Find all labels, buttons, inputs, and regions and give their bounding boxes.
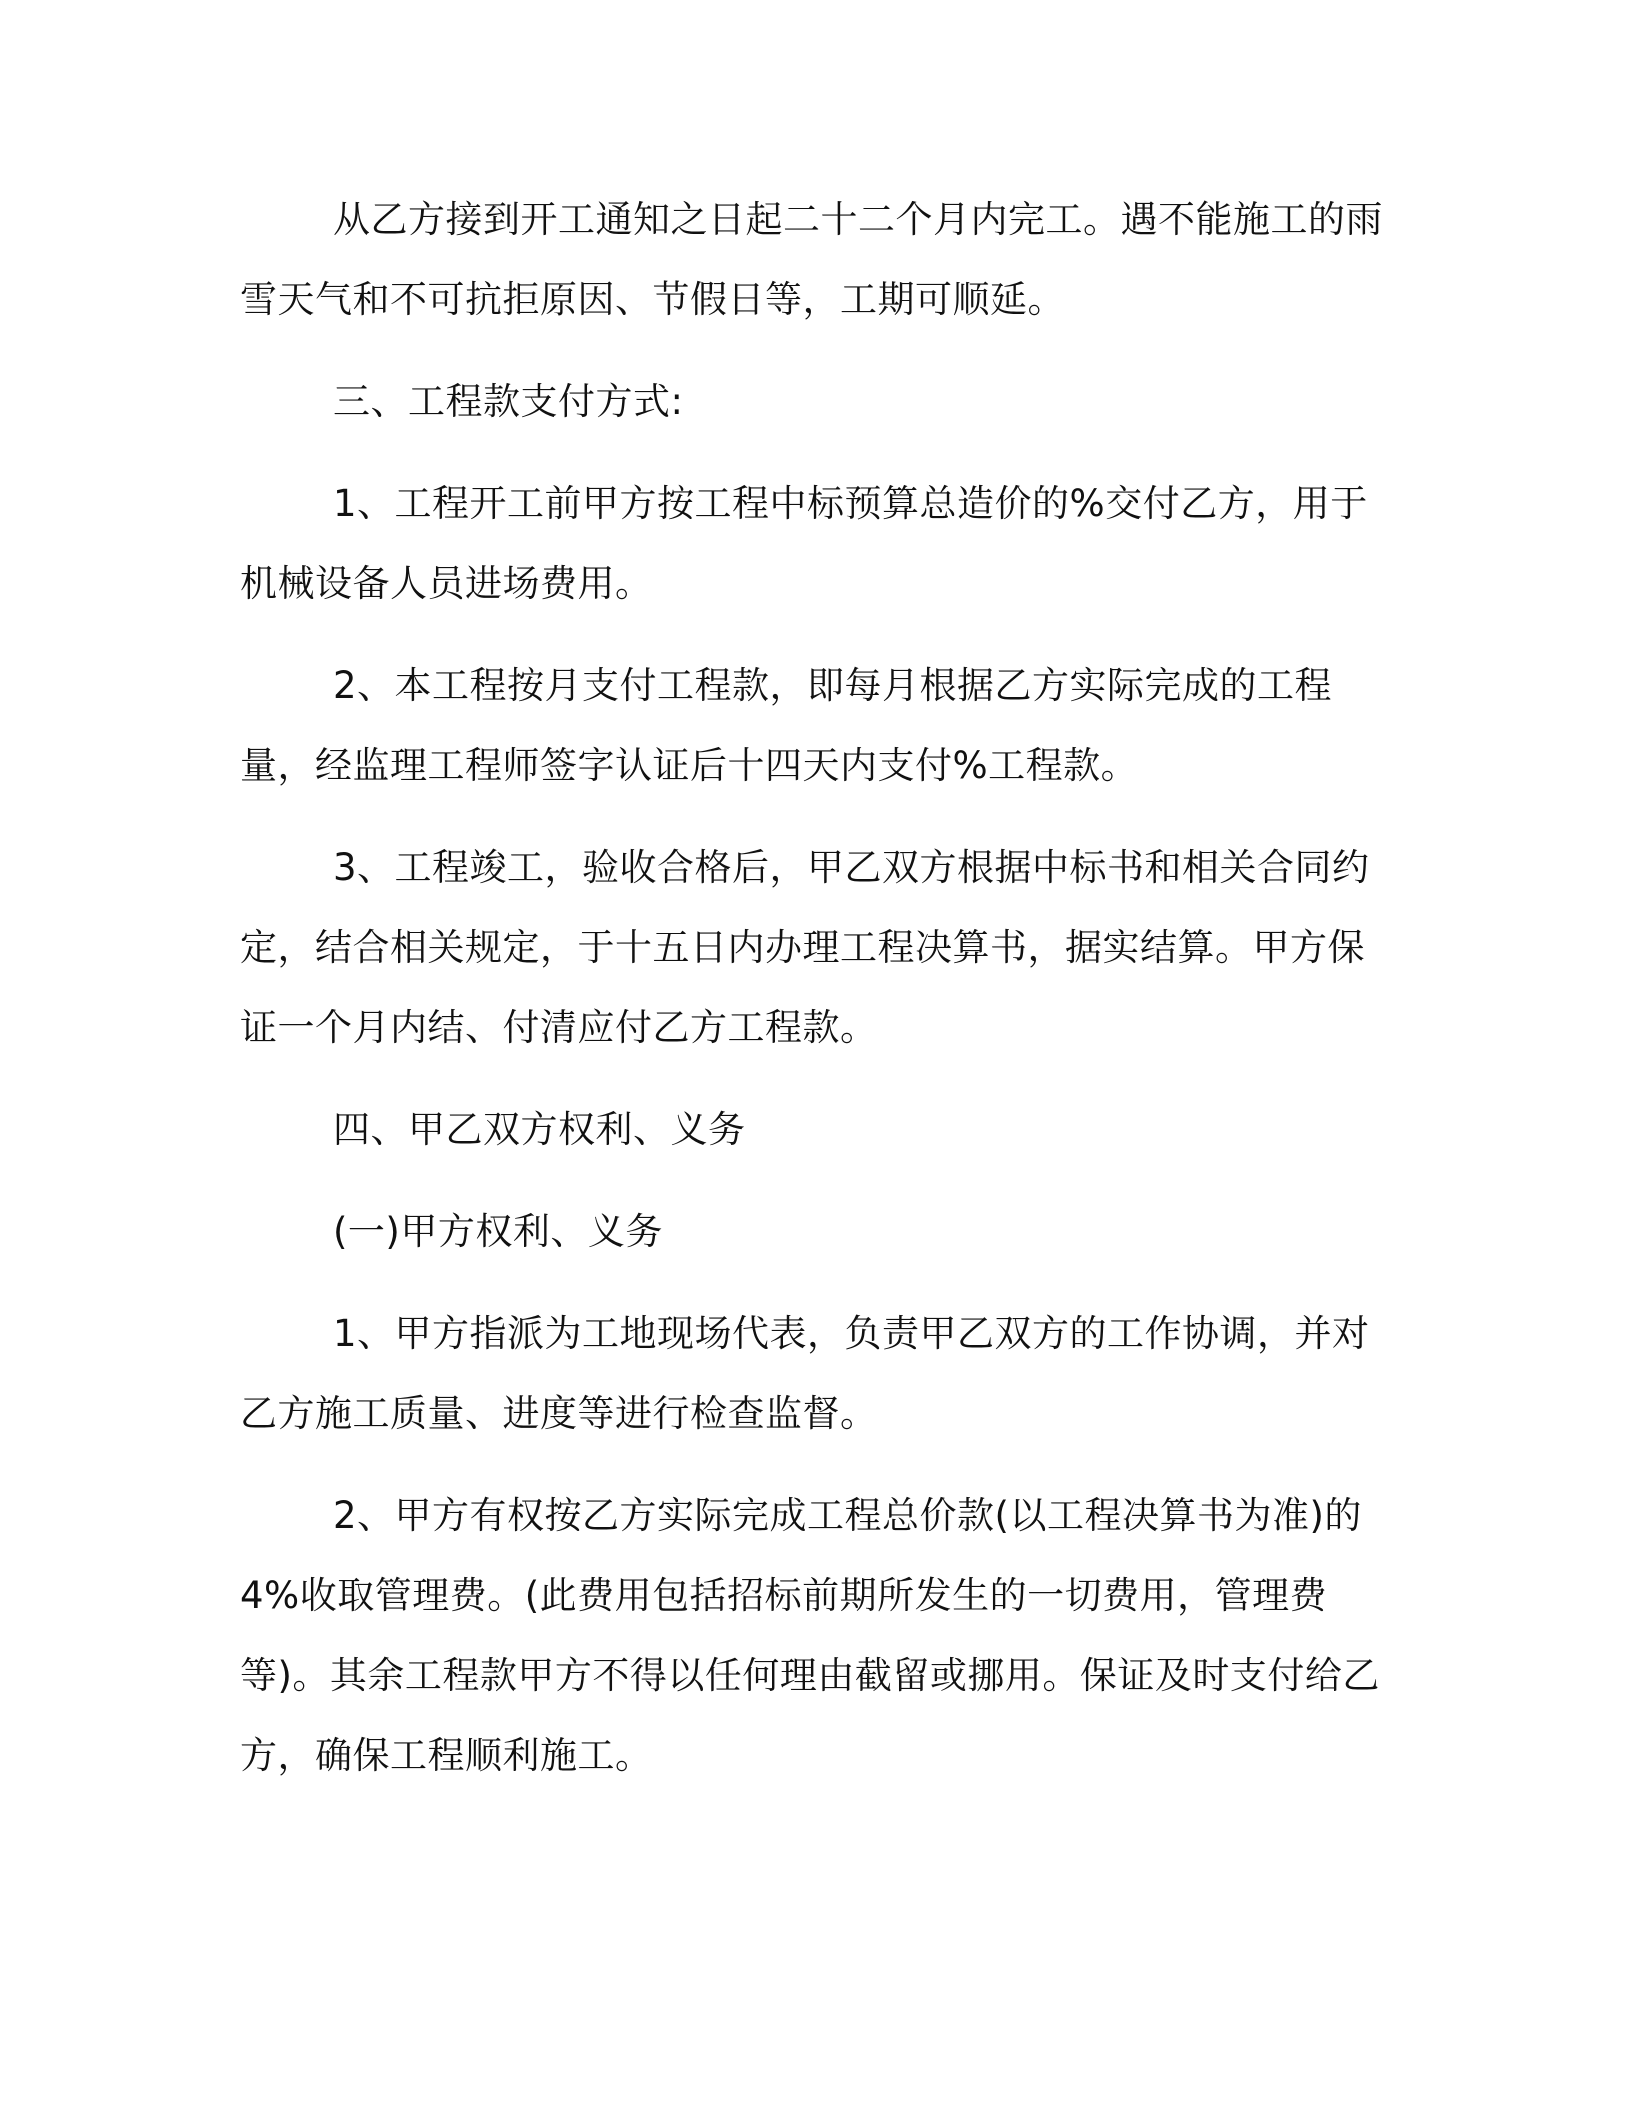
paragraph-payment-2: 2、本工程按月支付工程款，即每月根据乙方实际完成的工程量，经监理工程师签字认证后十四天内支付%工程款。 <box>240 664 1333 787</box>
heading-rights-obligations: 四、甲乙双方权利、义务 <box>333 1108 746 1151</box>
paragraph-party-a-1: 1、甲方指派为工地现场代表，负责甲乙双方的工作协调，并对乙方施工质量、进度等进行检查监督。 <box>240 1312 1370 1435</box>
paragraph-payment-3: 3、工程竣工，验收合格后，甲乙双方根据中标书和相关合同约定，结合相关规定，于十五日内办理工程决算书，据实结算。甲方保证一个月内结、付清应付乙方工程款。 <box>240 846 1370 1049</box>
paragraph-party-a-2: 2、甲方有权按乙方实际完成工程总价款(以工程决算书为准)的4%收取管理费。(此费用包括招标前期所发生的一切费用，管理费等)。其余工程款甲方不得以任何理由截留或挪用。保证及时支付给乙方，确保工程顺利施工。 <box>240 1494 1380 1777</box>
document-body <box>240 180 1390 1818</box>
subheading-party-a: (一)甲方权利、义务 <box>333 1210 663 1253</box>
heading-payment-method: 三、工程款支付方式: <box>333 380 684 423</box>
paragraph-schedule: 从乙方接到开工通知之日起二十二个月内完工。遇不能施工的雨雪天气和不可抗拒原因、节假日等，工期可顺延。 <box>240 198 1383 321</box>
paragraph-payment-1: 1、工程开工前甲方按工程中标预算总造价的%交付乙方，用于机械设备人员进场费用。 <box>240 482 1368 605</box>
